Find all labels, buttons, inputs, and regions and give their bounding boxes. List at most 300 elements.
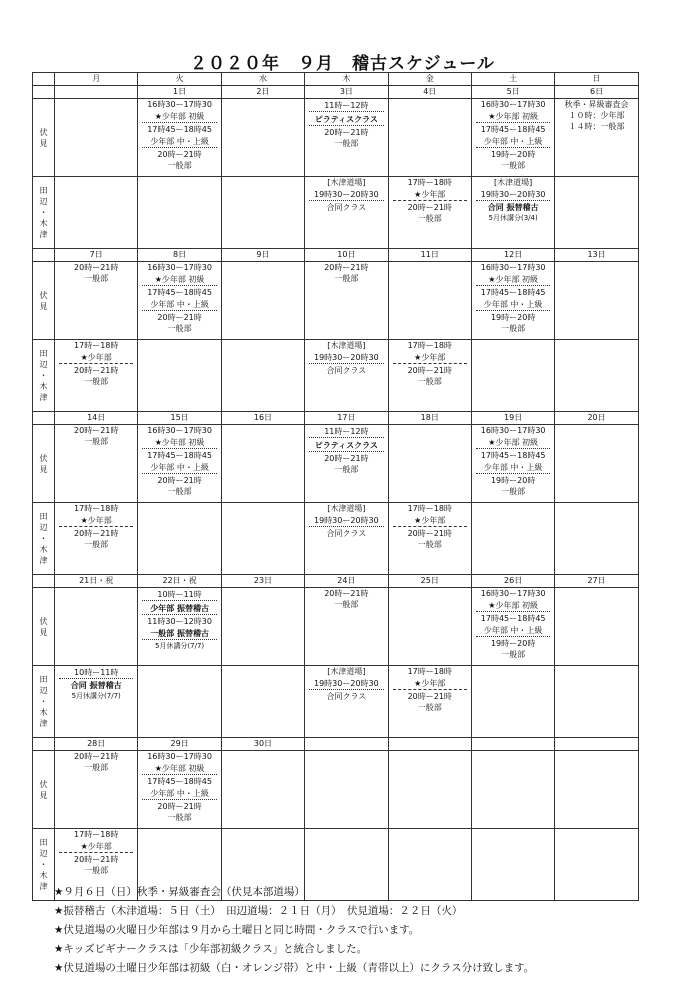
location-fushimi [33,99,55,177]
tanabe-cell [555,666,638,738]
schedule-line: 一般部 [334,465,359,474]
schedule-line: ★少年部 [59,515,133,527]
schedule-line: 一般部 [417,377,442,386]
fushimi-cell [388,425,471,503]
location-char: 田 [39,186,48,195]
schedule-line: ★少年部 初級 [476,111,550,123]
schedule-line: 20時ー21時 [74,752,119,761]
schedule-line: 一般部 [417,214,442,223]
fushimi-cell [388,99,471,177]
cell-content [222,262,304,339]
location-char: 津 [39,882,48,891]
schedule-line: 少年部 中・上級 [476,462,550,474]
cell-content [138,503,220,574]
location-char: 木 [39,708,48,717]
schedule-line: 一般部 [334,274,359,283]
schedule-line: 20時ー21時 [157,150,202,159]
cell-content [555,340,637,411]
date-cell: 6日 [555,86,638,99]
tanabe-cell [471,340,554,412]
location-char: 田 [39,675,48,684]
cell-content [555,829,637,900]
date-cell: 2日 [221,86,304,99]
fushimi-cell [138,588,221,666]
schedule-line: ★少年部 初級 [142,763,216,775]
cell-content [305,666,387,737]
schedule-line: 17時45ー18時45 [480,614,546,623]
cell-content [472,177,554,248]
location-char: 伏 [39,779,48,789]
cell-content [389,425,471,502]
schedule-line: [木津道場] [327,341,366,350]
schedule-line: 17時45ー18時45 [147,125,212,134]
date-cell [388,738,471,751]
schedule-line: 一般部 [417,540,442,549]
cell-content [305,340,387,411]
date-cell: 14日 [55,412,138,425]
tanabe-cell [471,666,554,738]
schedule-line: 17時45ー18時45 [147,777,212,786]
fushimi-cell [138,751,221,829]
location-char: ・ [39,697,48,706]
schedule-line: 少年部 中・上級 [476,136,550,148]
cell-content [305,751,387,828]
location-tanabe [33,666,55,738]
schedule-line: 11時30ー12時30 [147,617,212,626]
schedule-line: [木津道場] [327,504,366,513]
cell-content [389,262,471,339]
cell-content [138,177,220,248]
schedule-line: 19時30ー20時30 [309,515,383,527]
schedule-line: 一般部 [334,600,359,609]
fushimi-cell [138,262,221,340]
date-cell [555,738,638,751]
schedule-line: 一般部 [501,650,526,659]
schedule-line: 16時30ー17時30 [147,752,212,761]
schedule-line: 10時ー11時 [142,589,216,601]
cell-content [389,588,471,665]
cell-content [305,99,387,176]
tanabe-cell [55,340,138,412]
date-row [33,575,639,588]
cell-content [305,425,387,502]
cell-content [55,588,137,665]
location-char: 津 [39,393,48,402]
location-char: 伏 [39,290,48,300]
schedule-line: ★少年部 初級 [476,437,550,449]
fushimi-cell [305,425,388,503]
date-cell: 27日 [555,575,638,588]
schedule-line: 合同クラス [326,692,367,701]
tanabe-cell [221,666,304,738]
date-cell: 26日 [471,575,554,588]
schedule-line: 20時ー21時 [74,366,119,375]
cell-content [138,99,220,176]
tanabe-cell [138,340,221,412]
location-char: 辺 [39,523,48,532]
tanabe-cell [55,503,138,575]
cell-content [222,751,304,828]
cell-content [472,425,554,502]
cell-content [138,666,220,737]
schedule-line: 合同 振替稽古 [487,203,539,212]
date-cell: 25日 [388,575,471,588]
schedule-line: 合同クラス [326,203,367,212]
schedule-line: 少年部 中・上級 [476,625,550,637]
location-char: 伏 [39,453,48,463]
tanabe-row [33,666,639,738]
schedule-line: 20時ー21時 [157,476,202,485]
schedule-line: 19時30ー20時30 [309,352,383,364]
cell-content [389,340,471,411]
date-cell: 28日 [55,738,138,751]
fushimi-cell [555,751,638,829]
schedule-line: 20時ー21時 [407,366,452,375]
cell-content [222,177,304,248]
cell-content [305,262,387,339]
cell-content [472,588,554,665]
date-corner [33,249,55,262]
schedule-line: 5月休講分(7/7) [154,642,205,650]
cell-content [472,751,554,828]
tanabe-cell [138,666,221,738]
schedule-line: 一般部 [501,487,526,496]
location-char: 田 [39,838,48,847]
location-char: 見 [39,138,48,148]
cell-content [55,340,137,411]
schedule-line: 一般部 [84,763,109,772]
cell-content [389,177,471,248]
cell-content [138,262,220,339]
cell-content [472,99,554,176]
schedule-line: 19時ー20時 [490,639,536,648]
tanabe-cell [305,503,388,575]
schedule-line: 少年部 中・上級 [142,462,216,474]
date-cell: 19日 [471,412,554,425]
cell-content [472,340,554,411]
cell-content [138,751,220,828]
tanabe-row [33,177,639,249]
fushimi-cell [471,262,554,340]
fushimi-cell [221,751,304,829]
fushimi-cell [471,425,554,503]
schedule-line: 17時ー18時 [74,341,119,350]
location-fushimi [33,262,55,340]
tanabe-cell [138,177,221,249]
cell-content [222,340,304,411]
fushimi-cell [221,588,304,666]
date-cell: 18日 [388,412,471,425]
cell-content [138,588,220,665]
location-char: 津 [39,556,48,565]
cell-content [222,588,304,665]
location-fushimi [33,588,55,666]
schedule-line: 一般部 [334,139,359,148]
schedule-line: 16時30ー17時30 [480,426,546,435]
schedule-line: 16時30ー17時30 [147,263,212,272]
note-line: ★キッズビギナークラスは「少年部初級クラス」と統合しました。 [54,943,368,955]
schedule-line: 20時ー21時 [324,454,369,463]
schedule-line: 一般部 [84,540,109,549]
location-fushimi [33,751,55,829]
tanabe-cell [305,340,388,412]
date-cell: 17日 [305,412,388,425]
date-cell: 30日 [221,738,304,751]
schedule-line: 一般部 [167,161,192,170]
schedule-line: 17時ー18時 [407,341,452,350]
schedule-line: 17時ー18時 [74,504,119,513]
tanabe-cell [388,340,471,412]
schedule-line: 10時ー11時 [59,667,133,679]
schedule-line: １０時：少年部 [568,111,625,120]
date-cell: 23日 [221,575,304,588]
schedule-line: 一般部 [167,487,192,496]
fushimi-row [33,262,639,340]
cell-content [55,99,137,176]
location-char: 田 [39,512,48,521]
fushimi-row [33,588,639,666]
schedule-line: [木津道場] [494,178,533,187]
schedule-line: 17時ー18時 [407,667,452,676]
schedule-line: 合同 振替稽古 [70,681,122,690]
schedule-line: 秋季・昇級審査会 [564,100,629,109]
location-char: 木 [39,382,48,391]
schedule-line: 17時45ー18時45 [480,288,546,297]
schedule-line: ★少年部 [393,352,467,364]
weekday-sat: 土 [471,73,554,86]
schedule-line: 17時ー18時 [74,830,119,839]
date-cell: 12日 [471,249,554,262]
location-fushimi [33,425,55,503]
date-cell: 9日 [221,249,304,262]
weekday-wed: 水 [221,73,304,86]
cell-content [555,177,637,248]
schedule-line: 16時30ー17時30 [147,100,212,109]
location-char: 辺 [39,197,48,206]
location-tanabe [33,340,55,412]
schedule-line: 20時ー21時 [74,855,119,864]
schedule-line: 20時ー21時 [74,529,119,538]
date-corner [33,86,55,99]
date-corner [33,412,55,425]
fushimi-cell [55,99,138,177]
tanabe-cell [221,503,304,575]
location-char: 伏 [39,616,48,626]
fushimi-cell [471,588,554,666]
schedule-line: 19時ー20時 [490,476,536,485]
fushimi-row [33,99,639,177]
schedule-line: 少年部 中・上級 [142,136,216,148]
date-corner [33,575,55,588]
schedule-line: 19時30ー20時30 [309,189,383,201]
location-char: 見 [39,464,48,474]
location-char: 木 [39,871,48,880]
fushimi-cell [221,425,304,503]
schedule-line: 19時ー20時 [490,150,536,159]
fushimi-cell [388,262,471,340]
fushimi-cell [555,588,638,666]
location-char: 木 [39,545,48,554]
tanabe-row [33,340,639,412]
cell-content [222,666,304,737]
schedule-line: 11時ー12時 [309,100,383,112]
date-cell: 11日 [388,249,471,262]
tanabe-row [33,503,639,575]
fushimi-cell [388,751,471,829]
schedule-table [32,72,639,901]
fushimi-cell [138,99,221,177]
tanabe-cell [55,666,138,738]
schedule-line: 一般部 [167,324,192,333]
fushimi-cell [55,751,138,829]
tanabe-cell [555,177,638,249]
schedule-line: 19時30ー20時30 [309,678,383,690]
schedule-line: [木津道場] [327,667,366,676]
schedule-line: 一般部 [84,377,109,386]
cell-content [389,751,471,828]
cell-content [55,425,137,502]
cell-content [472,262,554,339]
schedule-line: 20時ー21時 [407,529,452,538]
schedule-line: 一般部 [84,437,109,446]
weekday-tue: 火 [138,73,221,86]
fushimi-cell [305,751,388,829]
location-char: ・ [39,208,48,217]
tanabe-cell [305,666,388,738]
date-cell: 22日・祝 [138,575,221,588]
schedule-line: 20時ー21時 [407,203,452,212]
date-cell: 20日 [555,412,638,425]
schedule-line: 20時ー21時 [157,802,202,811]
location-tanabe [33,503,55,575]
date-corner [33,738,55,751]
location-char: 見 [39,790,48,800]
schedule-line: 17時ー18時 [407,504,452,513]
schedule-line: ★少年部 [59,841,133,853]
schedule-line: 少年部 中・上級 [142,299,216,311]
location-char: ・ [39,371,48,380]
schedule-line: 17時45ー18時45 [480,125,546,134]
fushimi-cell [305,262,388,340]
page-title: ２０２０年 ９月 稽古スケジュール [190,54,495,74]
tanabe-cell [471,503,554,575]
tanabe-cell [221,340,304,412]
cell-content [55,666,137,737]
schedule-line: ★少年部 [59,352,133,364]
date-cell: 16日 [221,412,304,425]
schedule-line: 19時ー20時 [490,313,536,322]
tanabe-cell [305,177,388,249]
schedule-line: 一般部 [417,703,442,712]
date-cell: 15日 [138,412,221,425]
cell-content [555,425,637,502]
date-cell: 10日 [305,249,388,262]
schedule-line: 16時30ー17時30 [480,263,546,272]
schedule-line: 17時ー18時 [407,178,452,187]
weekday-sun: 日 [555,73,638,86]
cell-content [55,177,137,248]
fushimi-cell [555,99,638,177]
note-line: ★９月６日（日）秋季・昇級審査会（伏見本部道場） [54,886,305,898]
date-row [33,412,639,425]
fushimi-cell [471,751,554,829]
date-cell: 8日 [138,249,221,262]
date-cell [305,738,388,751]
location-char: 辺 [39,686,48,695]
date-cell: 21日・祝 [55,575,138,588]
schedule-line: 19時30ー20時30 [476,189,550,201]
tanabe-cell [55,177,138,249]
note-line: ★伏見道場の火曜日少年部は９月から土曜日と同じ時間・クラスで行います。 [54,924,420,936]
schedule-line: 17時45ー18時45 [480,451,546,460]
date-cell [471,738,554,751]
fushimi-cell [388,588,471,666]
location-char: 見 [39,301,48,311]
cell-content [305,588,387,665]
schedule-line: ★少年部 [393,515,467,527]
schedule-line: 一般部 [84,274,109,283]
schedule-line: 5月休講分(7/7) [71,692,121,700]
weekday-header-row [33,73,639,86]
cell-content [472,666,554,737]
cell-content [555,99,637,176]
fushimi-cell [471,99,554,177]
cell-content [555,751,637,828]
schedule-line: 16時30ー17時30 [480,589,546,598]
weekday-fri: 金 [388,73,471,86]
cell-content [138,340,220,411]
schedule-line: ★少年部 [393,678,467,690]
cell-content [305,503,387,574]
date-cell: 4日 [388,86,471,99]
location-char: ・ [39,860,48,869]
weekday-mon: 月 [55,73,138,86]
schedule-line: 一般部 振替稽古 [142,628,216,640]
location-char: 津 [39,719,48,728]
fushimi-row [33,425,639,503]
location-char: 木 [39,219,48,228]
tanabe-cell [138,503,221,575]
fushimi-cell [138,425,221,503]
schedule-line: １４時：一般部 [568,122,625,131]
location-tanabe [33,177,55,249]
location-char: 田 [39,349,48,358]
schedule-line: 16時30ー17時30 [147,426,212,435]
location-char: 辺 [39,849,48,858]
tanabe-cell [388,503,471,575]
schedule-line: 5月休講分(3/4) [488,214,538,222]
cell-content [555,666,637,737]
schedule-line: ★少年部 初級 [476,274,550,286]
tanabe-cell [221,177,304,249]
schedule-line: 20時ー21時 [324,128,369,137]
fushimi-cell [221,99,304,177]
schedule-line: 17時45ー18時45 [147,288,212,297]
schedule-line: ピラティスクラス [309,114,383,126]
schedule-line: ピラティスクラス [309,440,383,452]
corner-cell [33,73,55,86]
fushimi-cell [55,262,138,340]
cell-content [222,99,304,176]
note-line: ★伏見道場の土曜日少年部は初級（白・オレンジ帯）と中・上級（青帯以上）にクラス分け致します。 [54,962,535,974]
tanabe-cell [555,503,638,575]
date-row [33,86,639,99]
date-cell: 7日 [55,249,138,262]
cell-content [222,425,304,502]
schedule-line: 合同クラス [326,366,367,375]
date-cell: 29日 [138,738,221,751]
cell-content [55,262,137,339]
